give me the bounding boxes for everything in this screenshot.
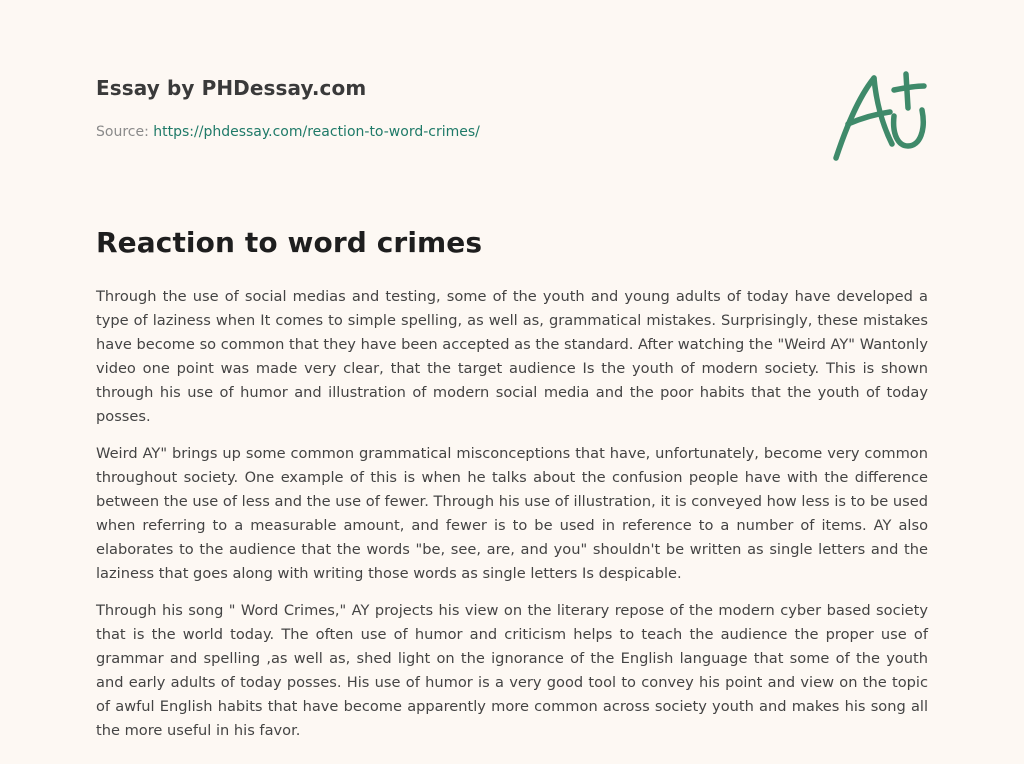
source-line bbox=[96, 124, 480, 140]
essay-paragraph: Through his song " Word Crimes," AY projects his view on the literary repose of the modern cyber based society that is the world today. The often use of humor and criticism helps to teach the audience the proper use of grammar and spelling ,as well as, shed light on the ignorance of the English language that some of the youth and early adults of today posses. His use of humor is a very good tool to convey his point and view on the topic of awful English habits that have become apparently more common across society youth and makes his song all the more useful in his favor. bbox=[96, 602, 928, 739]
source-link[interactable]: https://phdessay.com/reaction-to-word-crimes/ bbox=[153, 124, 480, 140]
essay-paragraph: Weird AY" brings up some common grammatical misconceptions that have, unfortunately, become very common throughout society. One example of this is when he talks about the confusion people have with the difference between the use of less and the use of fewer. Through his use of illustration, it is conveyed how less is to be used when referring to a measurable amount, and fewer is to be used in reference to a number of items. AY also elaborates to the audience that the words "be, see, are, and you" shouldn't be written as single letters and the laziness that goes along with writing those words as single letters Is despicable. bbox=[96, 445, 928, 582]
a-plus-logo-icon bbox=[828, 66, 932, 166]
essay-body bbox=[96, 285, 928, 756]
essay-title: Reaction to word crimes bbox=[96, 226, 483, 259]
essay-paragraph: Through the use of social medias and testing, some of the youth and young adults of today have developed a type of laziness when It comes to simple spelling, as well as, grammatical mistakes. Surprisingly, these mistakes have become so common that they have been accepted as the standard. After watching the "Weird AY" Wantonly video one point was made very clear, that the target audience Is the youth of modern society. This is shown through his use of humor and illustration of modern social media and the poor habits that the youth of today posses. bbox=[96, 288, 928, 425]
source-label: Source: bbox=[96, 124, 154, 140]
brand-title: Essay by PHDessay.com bbox=[96, 76, 367, 100]
page-header bbox=[96, 0, 928, 190]
